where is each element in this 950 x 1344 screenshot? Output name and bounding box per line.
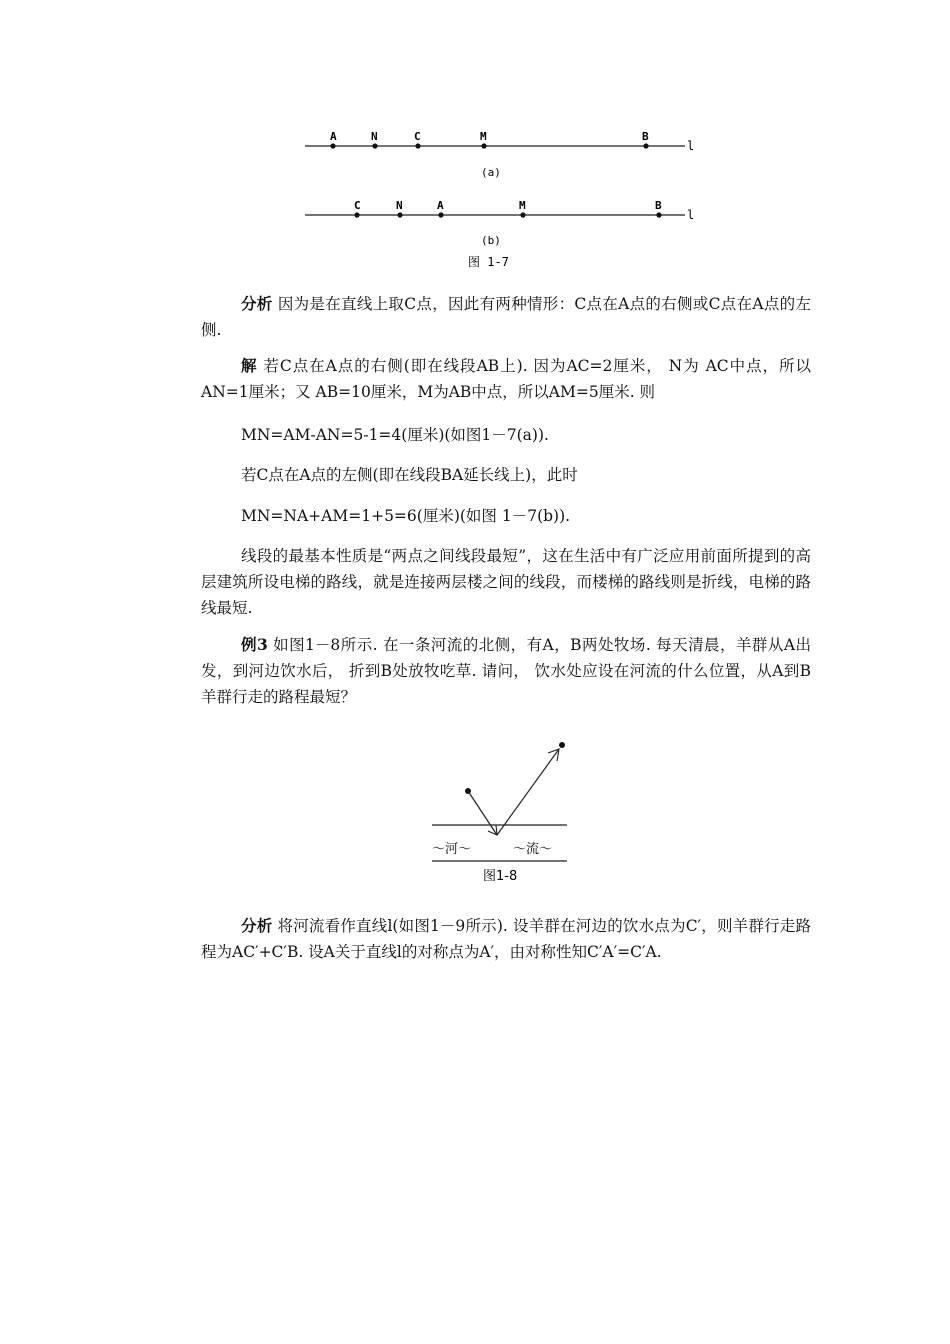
label-a-1: A bbox=[330, 130, 337, 143]
figure-1-8-caption: 图1-8 bbox=[483, 869, 518, 884]
solution-text: 若C点在A点的右侧(即在线段AB上). 因为AC=2厘米， N为 AC中点，所以 AN=1厘米；又 AB=10厘米，M为AB中点，所以AM=5厘米. 则 bbox=[201, 357, 811, 401]
label-a-4: M bbox=[480, 130, 487, 143]
analysis-text: 因为是在直线上取C点，因此有两种情形：C点在A点的右侧或C点在A点的左侧. bbox=[201, 295, 811, 339]
property-paragraph: 线段的最基本性质是“两点之间线段最短”，这在生活中有广泛应用前面所提到的高层建筑所设电梯的路线，就是连接两层楼之间的线段，而楼梯的路线则是折线，电梯的路线最短. bbox=[201, 547, 811, 617]
point-b-1 bbox=[354, 212, 359, 217]
label-b-1: C bbox=[354, 199, 361, 212]
analysis-2-text: 将河流看作直线l(如图1－9所示). 设羊群在河边的饮水点为C′，则羊群行走路程为AC′+C′B. 设A关于直线l的对称点为A′，由对称性知C′A′=C′A. bbox=[201, 917, 811, 961]
point-a-3 bbox=[415, 143, 420, 148]
equation-2: MN=NA+AM=1+5=6(厘米)(如图 1－7(b)). bbox=[241, 507, 571, 525]
river-left-label: ～河～ bbox=[432, 842, 472, 857]
solution-paragraph bbox=[201, 353, 811, 405]
label-b-3: A bbox=[437, 199, 444, 212]
point-b-3 bbox=[438, 212, 443, 217]
line-a-subcaption: (a) bbox=[481, 166, 501, 179]
path-river-to-b bbox=[497, 749, 559, 835]
example-3-label: 例3 bbox=[241, 635, 268, 654]
equation-1: MN=AM-AN=5-1=4(厘米)(如图1－7(a)). bbox=[241, 426, 549, 444]
river-right-label: ～流～ bbox=[513, 842, 553, 857]
label-b-5: B bbox=[655, 199, 662, 212]
analysis-paragraph-1 bbox=[201, 291, 811, 343]
point-b-4 bbox=[520, 212, 525, 217]
analysis-paragraph-2 bbox=[201, 913, 811, 965]
figure-1-7-caption: 图 1-7 bbox=[468, 255, 509, 269]
case-2-paragraph: 若C点在A点的左侧(即在线段BA延长线上)，此时 bbox=[241, 466, 578, 484]
point-b-2 bbox=[397, 212, 402, 217]
analysis-label: 分析 bbox=[241, 294, 273, 313]
point-a-4 bbox=[481, 143, 486, 148]
figure-1-8 bbox=[425, 735, 575, 890]
line-b-subcaption: (b) bbox=[481, 234, 501, 247]
label-a-5: B bbox=[642, 130, 649, 143]
analysis-2-label: 分析 bbox=[241, 916, 273, 935]
pasture-b-dot bbox=[559, 742, 565, 748]
example-3-paragraph bbox=[201, 632, 811, 710]
path-a-to-river bbox=[468, 791, 497, 835]
label-a-3: C bbox=[414, 130, 421, 143]
line-b-label: l bbox=[687, 208, 695, 222]
label-b-4: M bbox=[519, 199, 526, 212]
figure-1-7 bbox=[300, 120, 710, 280]
example-3-text: 如图1－8所示. 在一条河流的北侧，有A，B两处牧场. 每天清晨，羊群从A出发，到河边饮水后， 折到B处放牧吃草. 请问， 饮水处应设在河流的什么位置，从A到B羊群行走的路程最短？ bbox=[201, 636, 811, 706]
point-a-2 bbox=[372, 143, 377, 148]
line-a-label: l bbox=[687, 139, 695, 153]
solution-label: 解 bbox=[241, 356, 258, 375]
point-a-1 bbox=[330, 143, 335, 148]
label-a-2: N bbox=[371, 130, 378, 143]
label-b-2: N bbox=[396, 199, 403, 212]
point-b-5 bbox=[656, 212, 661, 217]
point-a-5 bbox=[643, 143, 648, 148]
